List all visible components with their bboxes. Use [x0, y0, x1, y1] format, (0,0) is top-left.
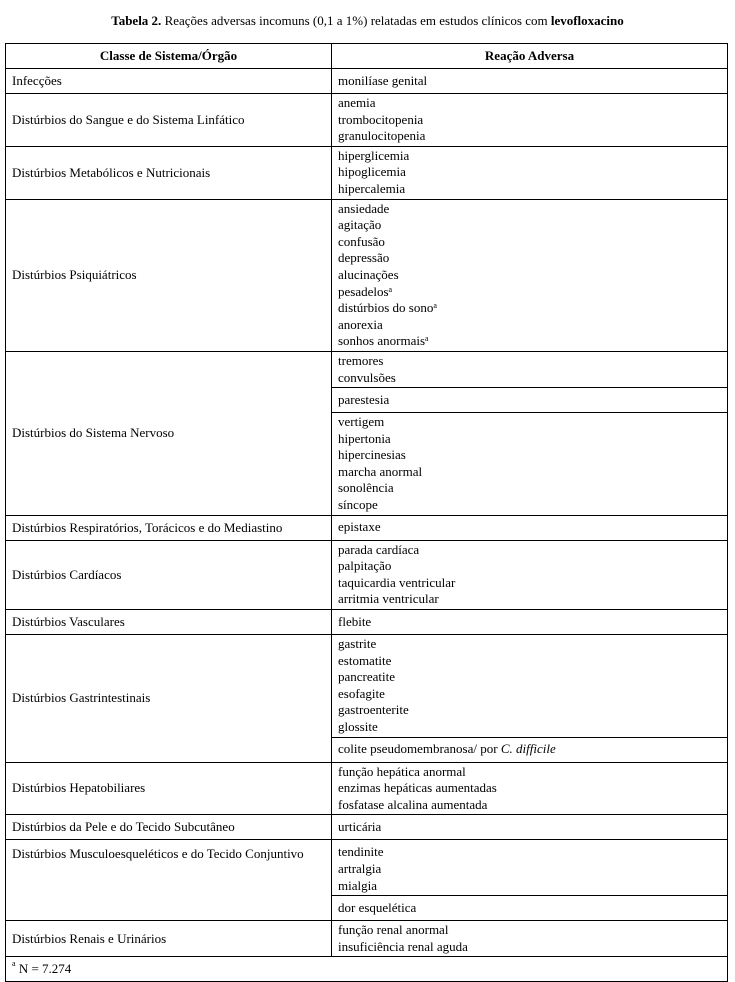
reaction-item: gastrite	[338, 636, 377, 652]
reaction-item: função renal anormal	[338, 922, 449, 938]
table-row	[6, 94, 728, 147]
reaction-item-italic: C. difficile	[500, 741, 556, 757]
reaction-item: ansiedade	[338, 200, 390, 216]
row-class: Distúrbios Gastrintestinais	[6, 635, 332, 763]
row-class: Distúrbios Renais e Urinários	[6, 921, 332, 957]
table-caption	[0, 13, 735, 29]
footnote	[6, 957, 728, 982]
reaction-item: esofagite	[338, 685, 385, 701]
reaction-item: tendinite	[338, 844, 384, 860]
reaction-item: enzimas hepáticas aumentadas	[338, 780, 497, 796]
table-row	[6, 351, 728, 387]
reaction-item: insuficiência renal aguda	[338, 938, 468, 954]
row-reactions	[332, 815, 728, 840]
reaction-item: parada cardíaca	[338, 541, 420, 557]
footnote-marker: a	[12, 959, 16, 969]
footnote-marker: a	[388, 284, 393, 294]
footnote-text: N = 7.274	[15, 961, 72, 977]
reaction-item: confusão	[338, 233, 385, 249]
reaction-item: distúrbios do sono$^a$	[338, 300, 437, 316]
footnote-row	[6, 957, 728, 982]
reaction-item: gastroenterite	[338, 702, 409, 718]
reaction-item: convulsões	[338, 369, 396, 385]
reaction-item: mialgia	[338, 877, 377, 893]
reaction-item: vertigem	[338, 414, 385, 430]
row-reactions	[332, 737, 728, 762]
row-reactions	[332, 635, 728, 738]
table-row	[6, 69, 728, 94]
row-reactions	[332, 762, 728, 815]
row-class: Infecções	[6, 69, 332, 94]
row-reactions	[332, 388, 728, 413]
row-reactions	[332, 351, 728, 387]
reaction-item: taquicardia ventricular	[338, 574, 456, 590]
reaction-item: hipercalemia	[338, 180, 406, 196]
reaction-item: trombocitopenia	[338, 111, 424, 127]
reaction-item: arritmia ventricular	[338, 591, 439, 607]
reaction-item: hipoglicemia	[338, 164, 406, 180]
row-reactions	[332, 515, 728, 540]
reaction-item: glossite	[338, 719, 378, 734]
table-row	[6, 146, 728, 199]
header-row	[6, 44, 728, 69]
reaction-item: epistaxe	[338, 519, 381, 535]
row-reactions	[332, 896, 728, 921]
row-class: Distúrbios Hepatobiliares	[6, 762, 332, 815]
reaction-item: anemia	[338, 95, 376, 110]
reaction-item: pancreatite	[338, 669, 396, 685]
row-class: Distúrbios Metabólicos e Nutricionais	[6, 146, 332, 199]
table-row	[6, 540, 728, 609]
row-reactions	[332, 413, 728, 516]
reaction-item: pesadelos$^a$	[338, 283, 393, 299]
row-reactions	[332, 146, 728, 199]
caption-label: Tabela 2.	[111, 13, 162, 28]
row-class: Distúrbios do Sangue e do Sistema Linfático	[6, 94, 332, 147]
reaction-item: sonolência	[338, 480, 394, 496]
reaction-item: monilíase genital	[338, 72, 428, 88]
reaction-item: anorexia	[338, 316, 383, 332]
row-class: Distúrbios Respiratórios, Torácicos e do Mediastino	[6, 515, 332, 540]
reaction-item: parestesia	[338, 391, 390, 407]
reaction-item: fosfatase alcalina aumentada	[338, 796, 488, 812]
reaction-item: alucinações	[338, 266, 399, 282]
header-system-organ-class: Classe de Sistema/Órgão	[6, 44, 332, 69]
reaction-item: dor esquelética	[338, 899, 417, 915]
adverse-reactions-table	[5, 43, 728, 982]
reaction-item: palpitação	[338, 558, 392, 574]
row-class: Distúrbios do Sistema Nervoso	[6, 351, 332, 515]
table-row	[6, 635, 728, 738]
reaction-item: síncope	[338, 497, 378, 513]
reaction-item: colite pseudomembranosa/ por	[338, 741, 501, 757]
reaction-item: função hepática anormal	[338, 763, 466, 779]
row-reactions	[332, 199, 728, 351]
row-class: Distúrbios Musculoesqueléticos e do Tecido Conjuntivo	[6, 840, 332, 921]
caption-text: Reações adversas incomuns (0,1 a 1%) relatadas em estudos clínicos com	[161, 13, 551, 28]
table-row	[6, 610, 728, 635]
header-adverse-reaction: Reação Adversa	[332, 44, 728, 69]
row-class: Distúrbios Vasculares	[6, 610, 332, 635]
reaction-item: depressão	[338, 250, 390, 266]
table-row	[6, 815, 728, 840]
row-reactions	[332, 840, 728, 896]
reaction-item: estomatite	[338, 652, 392, 668]
reaction-item: granulocitopenia	[338, 128, 426, 144]
row-reactions	[332, 540, 728, 609]
table-row	[6, 840, 728, 896]
row-reactions	[332, 69, 728, 94]
reaction-item: hipertonia	[338, 430, 391, 446]
reaction-item: hipercinesias	[338, 447, 406, 463]
row-reactions	[332, 610, 728, 635]
table-row	[6, 921, 728, 957]
row-reactions	[332, 921, 728, 957]
row-class: Distúrbios Psiquiátricos	[6, 199, 332, 351]
caption-drug: levofloxacino	[550, 13, 624, 28]
reaction-item: tremores	[338, 352, 384, 368]
row-class: Distúrbios Cardíacos	[6, 540, 332, 609]
footnote-marker: a	[433, 301, 437, 311]
reaction-item: marcha anormal	[338, 463, 423, 479]
reaction-item: flebite	[338, 613, 372, 629]
reaction-item: urticária	[338, 819, 382, 835]
row-class: Distúrbios da Pele e do Tecido Subcutâneo	[6, 815, 332, 840]
row-reactions	[332, 94, 728, 147]
reaction-item: hiperglicemia	[338, 147, 410, 163]
footnote-marker: a	[425, 334, 429, 344]
table-row	[6, 515, 728, 540]
reaction-item: agitação	[338, 217, 382, 233]
table-row	[6, 762, 728, 815]
table-row	[6, 199, 728, 351]
reaction-item: artralgia	[338, 860, 382, 876]
reaction-item: sonhos anormais$^a$	[338, 333, 429, 349]
